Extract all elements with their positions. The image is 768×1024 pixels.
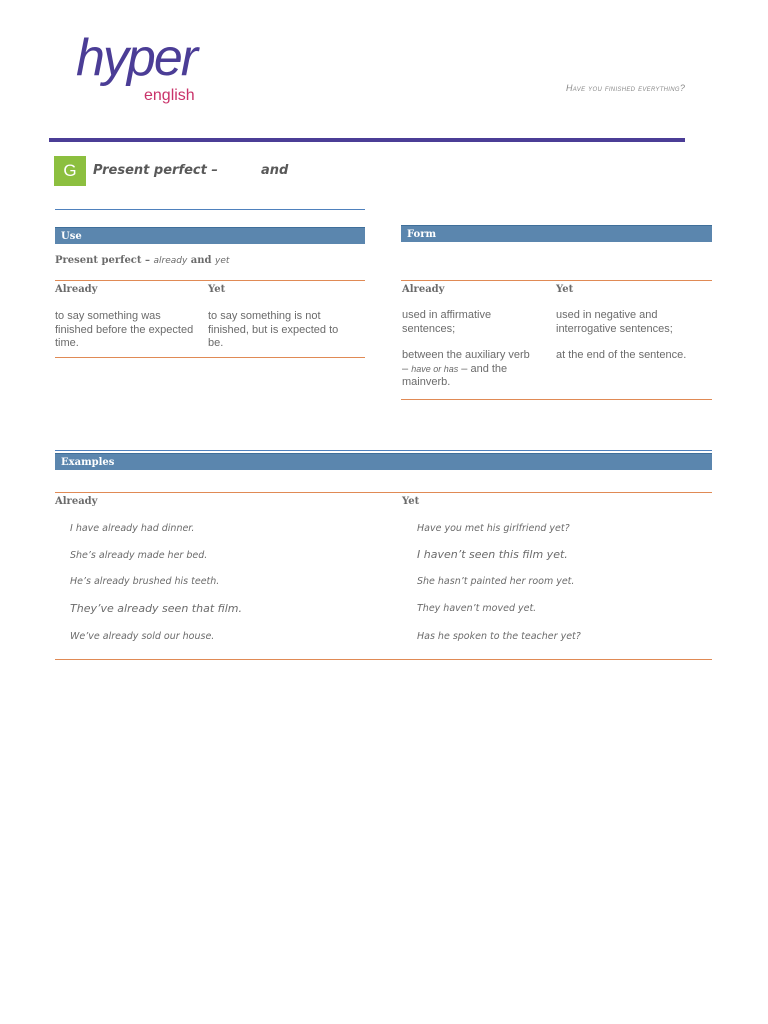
tagline: Have you finished everything? xyxy=(566,83,686,93)
examples-col-already: Already xyxy=(55,496,98,507)
form-rule-2 xyxy=(401,399,712,400)
example-already-4: They’ve already seen that film. xyxy=(70,602,242,615)
form-already-2c: – and the mainverb. xyxy=(402,362,508,388)
form-already-2a: between the auxiliary verb – xyxy=(402,349,530,375)
example-yet-3: She hasn’t painted her room yet. xyxy=(417,576,575,587)
logo-hyper: hyper xyxy=(76,29,197,87)
form-col-already: Already xyxy=(402,284,445,295)
examples-bar: Examples xyxy=(55,453,712,470)
example-yet-1: Have you met his girlfriend yet? xyxy=(417,523,570,534)
examples-top-rule xyxy=(55,450,712,451)
use-already-text: to say something was finished before the expected time. xyxy=(55,310,194,349)
use-subtitle-already: already xyxy=(153,256,188,266)
example-yet-2: I haven’t seen this film yet. xyxy=(417,548,568,561)
example-already-2: She’s already made her bed. xyxy=(70,550,208,561)
use-subtitle-and: and xyxy=(190,255,212,266)
examples-rule-2 xyxy=(55,659,712,660)
grammar-badge: G xyxy=(54,156,86,186)
use-col-yet: Yet xyxy=(208,284,226,295)
use-col-already: Already xyxy=(55,284,98,295)
form-rule-1 xyxy=(401,280,712,281)
use-subtitle-yet: yet xyxy=(215,256,230,266)
use-subtitle-prefix: Present perfect – xyxy=(55,255,150,266)
form-col-yet: Yet xyxy=(556,284,574,295)
page-title: Present perfect – xyxy=(93,163,218,178)
example-already-1: I have already had dinner. xyxy=(70,523,195,534)
example-already-3: He’s already brushed his teeth. xyxy=(70,576,220,587)
examples-rule-1 xyxy=(55,492,712,493)
use-top-rule xyxy=(55,209,365,210)
examples-col-yet: Yet xyxy=(402,496,420,507)
form-already-2b: have or has xyxy=(411,363,459,374)
form-bar: Form xyxy=(401,225,712,242)
example-yet-5: Has he spoken to the teacher yet? xyxy=(417,631,581,642)
page-title-and: and xyxy=(261,163,289,178)
example-already-5: We’ve already sold our house. xyxy=(70,631,215,642)
example-yet-4: They haven’t moved yet. xyxy=(417,603,537,614)
logo-english: english xyxy=(144,87,195,104)
use-bar: Use xyxy=(55,227,365,244)
use-rule-1 xyxy=(55,280,365,281)
form-yet-2: at the end of the sentence. xyxy=(556,349,687,361)
form-already-1: used in affirmative sentences; xyxy=(402,309,492,335)
use-subtitle xyxy=(55,255,229,266)
use-rule-2 xyxy=(55,357,365,358)
use-yet-text: to say something is not finished, but is expected to be. xyxy=(208,310,339,349)
header-rule xyxy=(49,138,685,142)
form-yet-1: used in negative and interrogative sentences; xyxy=(556,309,673,335)
form-already-2 xyxy=(402,349,537,390)
